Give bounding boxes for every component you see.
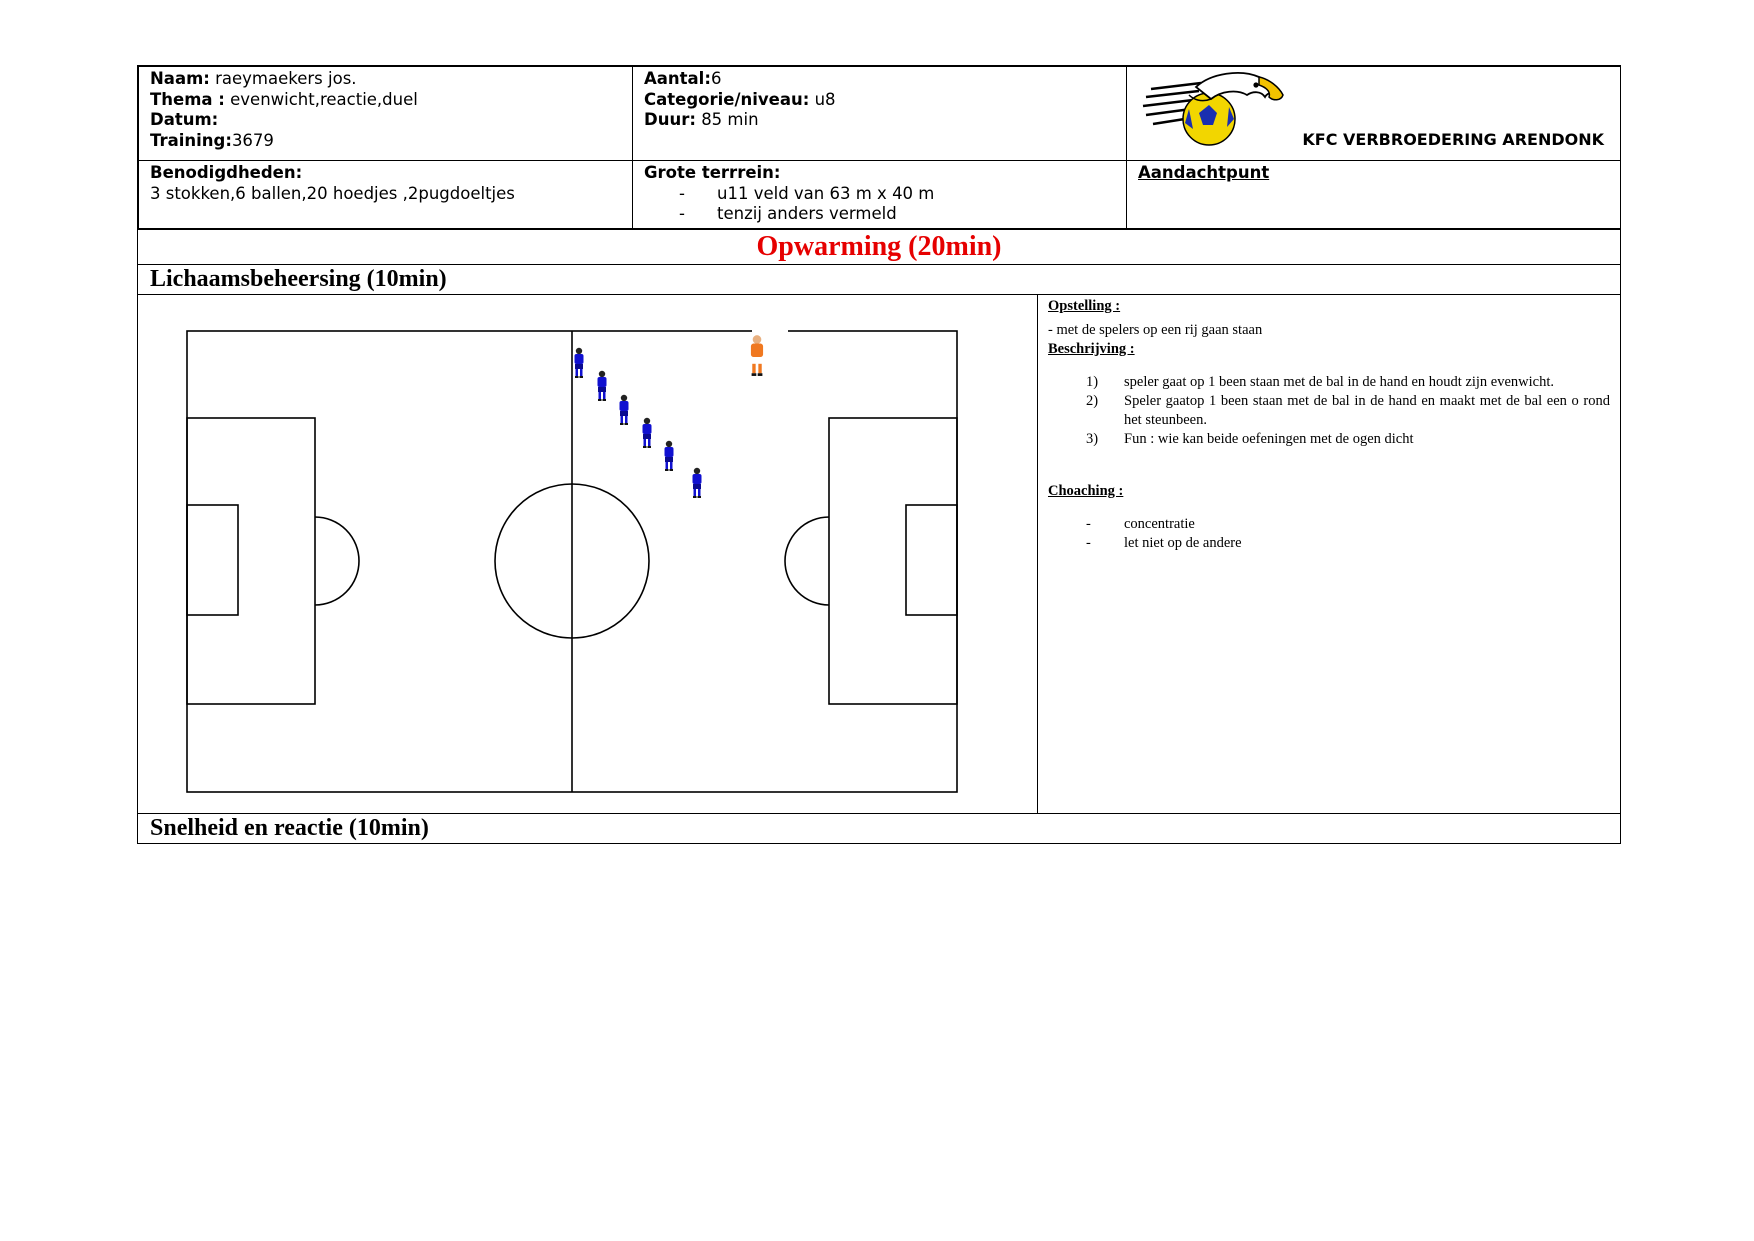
list-item: - concentratie xyxy=(1086,516,1195,532)
group-info-cell xyxy=(633,67,1127,161)
terrain-cell xyxy=(633,161,1127,229)
coach-figure xyxy=(751,335,763,376)
materials-label: Benodigdheden: xyxy=(150,163,303,182)
header-table xyxy=(138,66,1621,229)
aantal-value: 6 xyxy=(710,69,722,88)
club-logo-cell xyxy=(1127,67,1621,161)
list-item: 1) speler gaat op 1 been staan met de bal in de hand en houdt zijn evenwicht. xyxy=(1086,374,1555,390)
section-title-speed-reaction: Snelheid en reactie (10min) xyxy=(138,813,1620,843)
aantal-label: Aantal: xyxy=(644,69,711,88)
opstelling-text: - met de spelers op een rij gaan staan xyxy=(1048,322,1263,338)
football-pitch-diagram xyxy=(138,295,1037,813)
player-figure xyxy=(665,441,674,471)
left-penalty-arc xyxy=(315,517,359,605)
opstelling-label: Opstelling : xyxy=(1048,298,1121,314)
right-penalty-area xyxy=(829,418,957,704)
categorie-value: u8 xyxy=(814,89,836,109)
attention-label: Aandachtpunt xyxy=(1138,163,1270,182)
player-figure xyxy=(598,371,607,401)
materials-cell xyxy=(139,161,633,229)
list-item: 2) Speler gaatop 1 been staan met de bal in de hand en maakt met de bal een o rond het steunbeen. xyxy=(1086,393,1610,428)
club-name: KFC VERBROEDERING ARENDONK xyxy=(1302,129,1604,149)
terrain-item: - tenzij anders vermeld xyxy=(679,204,897,223)
coaching-label: Choaching : xyxy=(1048,483,1124,499)
player-figure xyxy=(643,418,652,448)
training-sheet xyxy=(137,65,1621,844)
left-goal-area xyxy=(187,505,238,615)
trainer-info-cell xyxy=(139,67,633,161)
duur-label: Duur: xyxy=(644,110,696,129)
steps-list xyxy=(1048,373,1610,449)
attention-cell xyxy=(1127,161,1621,229)
naam-label: Naam: xyxy=(150,69,210,88)
naam-value: raeymaekers jos. xyxy=(215,69,357,88)
thema-value: evenwicht,reactie,duel xyxy=(230,89,418,109)
right-penalty-arc xyxy=(785,517,829,605)
drill-row xyxy=(138,294,1620,813)
player-figure xyxy=(575,348,584,378)
player-figure xyxy=(693,468,702,498)
categorie-label: Categorie/niveau: xyxy=(644,89,810,109)
coaching-list xyxy=(1048,515,1610,553)
duur-value: 85 min xyxy=(701,110,759,129)
training-label: Training: xyxy=(150,130,232,150)
drill-description-cell xyxy=(1038,295,1620,813)
list-item: - let niet op de andere xyxy=(1086,535,1242,551)
section-title-body-control: Lichaamsbeheersing (10min) xyxy=(138,264,1620,294)
terrain-item: - u11 veld van 63 m x 40 m xyxy=(679,183,935,203)
thema-label: Thema : xyxy=(150,89,225,109)
beschrijving-label: Beschrijving : xyxy=(1048,341,1135,357)
terrain-label: Grote terrrein: xyxy=(644,163,781,182)
player-figure xyxy=(620,395,629,425)
materials-value: 3 stokken,6 ballen,20 hoedjes ,2pugdoeltjes xyxy=(150,183,515,203)
warmup-title: Opwarming (20min) xyxy=(138,229,1620,264)
list-item: 3) Fun : wie kan beide oefeningen met de ogen dicht xyxy=(1086,431,1414,447)
field-diagram-cell xyxy=(138,295,1038,813)
training-value: 3679 xyxy=(231,130,274,150)
eagle-ball-logo xyxy=(1141,69,1291,149)
datum-label: Datum: xyxy=(150,110,219,129)
right-goal-area xyxy=(906,505,957,615)
left-penalty-area xyxy=(187,418,315,704)
